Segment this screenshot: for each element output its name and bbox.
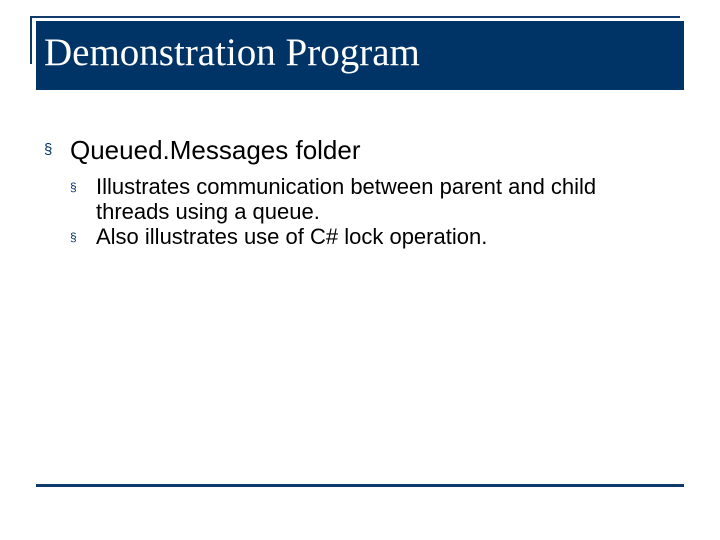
sub-bullet-text: Also illustrates use of C# lock operation. — [96, 224, 488, 249]
bottom-divider — [36, 484, 684, 487]
sub-bullet-item-1 — [70, 174, 670, 224]
sub-bullet-item-2 — [70, 224, 670, 249]
bullet-text: Queued.Messages folder — [70, 135, 361, 165]
slide-title: Demonstration Program — [44, 31, 420, 74]
sub-bullet-marker-icon: § — [70, 230, 77, 244]
title-frame-left-line — [30, 16, 32, 64]
sub-bullet-marker-icon: § — [70, 180, 77, 194]
title-frame-top-line — [30, 16, 680, 18]
sub-bullet-list — [70, 174, 670, 249]
sub-bullet-text: Illustrates communication between parent and child threads using a queue. — [96, 174, 597, 224]
bullet-marker-icon: § — [44, 141, 53, 158]
